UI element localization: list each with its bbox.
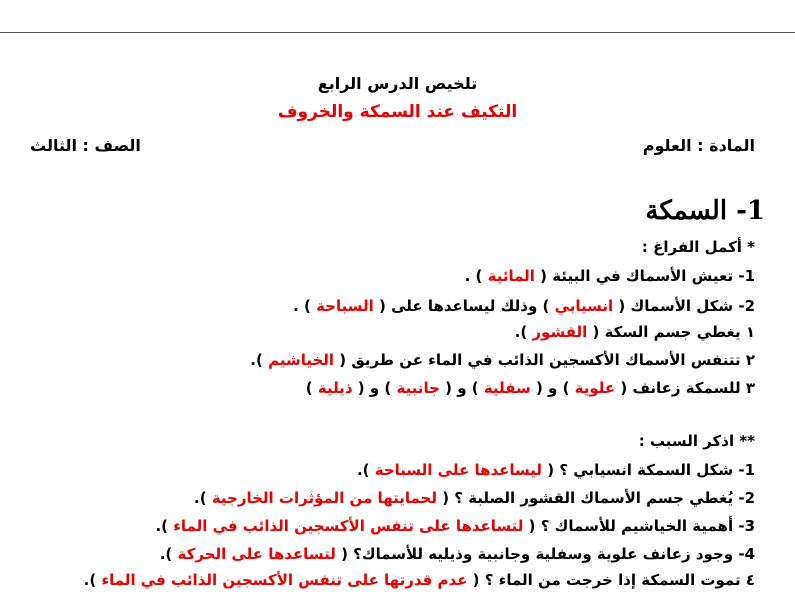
subject-label: المادة : العلوم bbox=[642, 136, 755, 155]
top-divider bbox=[0, 32, 795, 33]
fill-item: ١ يغطي جسم السكة ( القشور ). bbox=[514, 323, 755, 341]
answer: علوية bbox=[574, 379, 616, 397]
fill-item: ٣ للسمكة زعانف ( علوية ) و ( سفلية ) و ( جانبية ) و ( ذيلية ) bbox=[305, 379, 755, 397]
fill-item: 1- تعيش الأسماك في البيئة ( المائية ) . bbox=[464, 267, 755, 285]
reasons-label: ** اذكر السبب : bbox=[638, 432, 755, 450]
reason-item: 4- وجود زعانف علوية وسفلية وجانبية وذيليه للأسماك؟ ( لتساعدها على الحركة ). bbox=[159, 545, 755, 563]
lesson-summary-title: تلخيص الدرس الرابع bbox=[317, 74, 478, 93]
section-heading bbox=[645, 196, 765, 226]
section-number: 1- bbox=[736, 196, 765, 226]
answer: لحمايتها من المؤثرات الخارجية bbox=[211, 489, 437, 507]
section-title: السمكة bbox=[645, 196, 728, 226]
answer: ليساعدها على السباحة bbox=[374, 461, 543, 479]
fill-item: 2- شكل الأسماك ( انسيابي ) وذلك ليساعدها على ( السباحة ) . bbox=[293, 297, 755, 315]
fill-item: ٢ تتنفس الأسماك الأكسجين الذائب في الماء عن طريق ( الخياشيم ). bbox=[250, 351, 755, 369]
reason-item: 2- يُغطي جسم الأسماك القشور الصلبة ؟ ( لحمايتها من المؤثرات الخارجية ). bbox=[194, 489, 755, 507]
reason-item: ٤ تموت السمكة إذا خرجت من الماء ؟ ( عدم قدرتها على تنفس الأكسجين الذائب في الماء ). bbox=[83, 571, 755, 589]
answer: انسيابي bbox=[554, 297, 614, 315]
answer: الخياشيم bbox=[268, 351, 335, 369]
answer: القشور bbox=[532, 323, 588, 341]
fill-blanks-label: * أكمل الفراغ : bbox=[641, 238, 755, 256]
reason-item: 3- أهمية الخياشيم للأسماك ؟ ( لتساعدها على تنفس الأكسجين الذائب في الماء ). bbox=[155, 517, 755, 535]
answer: لتساعدها على الحركة bbox=[177, 545, 336, 563]
answer: السباحة bbox=[316, 297, 374, 315]
reason-item: 1- شكل السمكة انسيابي ؟ ( ليساعدها على السباحة ). bbox=[356, 461, 755, 479]
answer: المائية bbox=[487, 267, 535, 285]
grade-label: الصف : الثالث bbox=[30, 136, 141, 155]
answer: عدم قدرتها على تنفس الأكسجين الذائب في الماء bbox=[101, 571, 468, 589]
answer: ذيلية bbox=[317, 379, 353, 397]
answer: سفلية bbox=[483, 379, 531, 397]
answer: لتساعدها على تنفس الأكسجين الذائب في الماء bbox=[173, 517, 524, 535]
lesson-title: التكيف عند السمكة والخروف bbox=[277, 102, 518, 122]
answer: جانبية bbox=[396, 379, 440, 397]
